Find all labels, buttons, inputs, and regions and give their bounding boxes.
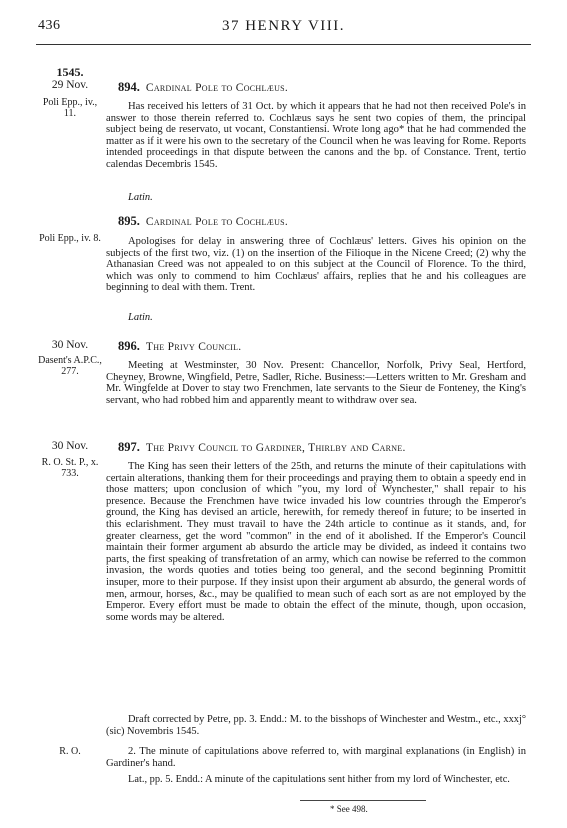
entry-number: 897. (118, 440, 140, 454)
entry-title: The Privy Council. (145, 341, 242, 353)
footnote: * See 498. (330, 804, 368, 814)
page-number: 436 (38, 18, 61, 33)
entry-title: The Privy Council to Gardiner, Thirlby and Carne. (145, 442, 406, 454)
entry-note: Draft corrected by Petre, pp. 3. Endd.: M. to the bisshops of Winchester and Westm., etc., xxxj° (sic) Novembris 1545. (106, 714, 526, 737)
entry-heading (118, 80, 288, 95)
entry-year: 1545. (56, 65, 84, 79)
entry-text: Has received his letters of 31 Oct. by which it appears that he had not then received Pole's in answer to those therein referred to. Cochlæus says he sent two copies of them, the principal subject being de reservato, ut vocant, Constantiensi. Wrote long ago* that he had commended the matter as if it were his own to the secretary of the Council when he was leaving for Rome. Reports intended proceedings in that dispute between the canons and the bp. of Constance. Trent, tertio calendas Decembris 1545. (106, 101, 526, 170)
entry-language: Latin. (128, 312, 153, 323)
entry-number: 896. (118, 339, 140, 353)
entry-date: 29 Nov. (51, 79, 89, 91)
running-title: 37 HENRY VIII. (221, 18, 346, 34)
entry-date: 30 Nov. (51, 440, 89, 452)
entry-title: Cardinal Pole to Cochlæus. (145, 82, 289, 94)
entry-number: 894. (118, 80, 140, 94)
entry-text: The King has seen their letters of the 25th, and returns the minute of their capitulations with certain alterations, thanking them for their proceedings and praying them to obtain a speedy end in those matters; upon conclusion of which "you, my lord of Wynchester," shall repair to his presence. Because the Frenchmen have twice invaded his low countries through the Emperor's ground, the King has devised an article, herewith, for remedy thereof in future; to be inserted in this eclarishment. They must travail to have the 24th article to continue as it stands, and, for greater clearness, get the word "common" in the end of it abolished. If the Emperor's Council maintain their former argument ab absurdo the article may be divided, as indeed it contains two parts, the first speaking of transfretation of an army, which can nowise be referred to the common invasion, the words quoties and toties being too general, and the second beginning Promittit insuper, more to their purpose. If they insist upon their argument ab absurdo, the general words of men, armour, horses, &c., may be qualified to mean such of each sort as are not employed by the Emperor. Every effort must be made to obtain the effect of the minute, though, upon occasion, some words may be altered. (106, 461, 526, 623)
entry-text: Apologises for delay in answering three of Cochlæus' letters. Gives his opinion on the subjects of the first two, viz. (1) on the insertion of the Filioque in the Nicene Creed; (2) why the Athanasian Creed was not appealed to on this subject at the Council of Florence. To the third, which was only to commend to him Cochlæus' affairs, replies that he and his colleagues are beginning to deal with them. Trent. (106, 236, 526, 294)
entry-number: 895. (118, 214, 140, 228)
entry-source-ref: Poli Epp., iv. 8. (39, 233, 101, 244)
header-rule (36, 44, 531, 45)
page-header (38, 18, 529, 38)
entry-date: 30 Nov. (51, 339, 89, 351)
entry-source-ref: R. O. St. P., x. 733. (41, 457, 99, 479)
entry-text: 2. The minute of capitulations above referred to, with marginal explanations (in English) in Gardiner's hand. (106, 746, 526, 769)
entry-text: Meeting at Westminster, 30 Nov. Present: Chancellor, Norfolk, Privy Seal, Hertford, Cheyney, Browne, Wingfield, Petre, Sadler, Riche. Business:—Letters written to Mr. Gresham and Mr. Wingfelde at Dover to stay two Frenchmen, late servants to the Sieur de Fonteney, the King's servant, who had robbed him and apparently meant to withdraw over sea. (106, 360, 526, 406)
entry-heading (118, 214, 288, 229)
footnote-rule (300, 800, 426, 801)
entry-source-ref: Dasent's A.P.C., 277. (38, 355, 102, 377)
entry-heading (118, 339, 241, 354)
entry-source-ref: R. O. (59, 746, 81, 757)
entry-note: Lat., pp. 5. Endd.: A minute of the capitulations sent hither from my lord of Winchester, etc. (128, 774, 510, 785)
entry-source-ref: Poli Epp., iv., 11. (42, 97, 98, 119)
entry-heading (118, 440, 406, 455)
entry-language: Latin. (128, 192, 153, 203)
entry-title: Cardinal Pole to Cochlæus. (145, 216, 289, 228)
